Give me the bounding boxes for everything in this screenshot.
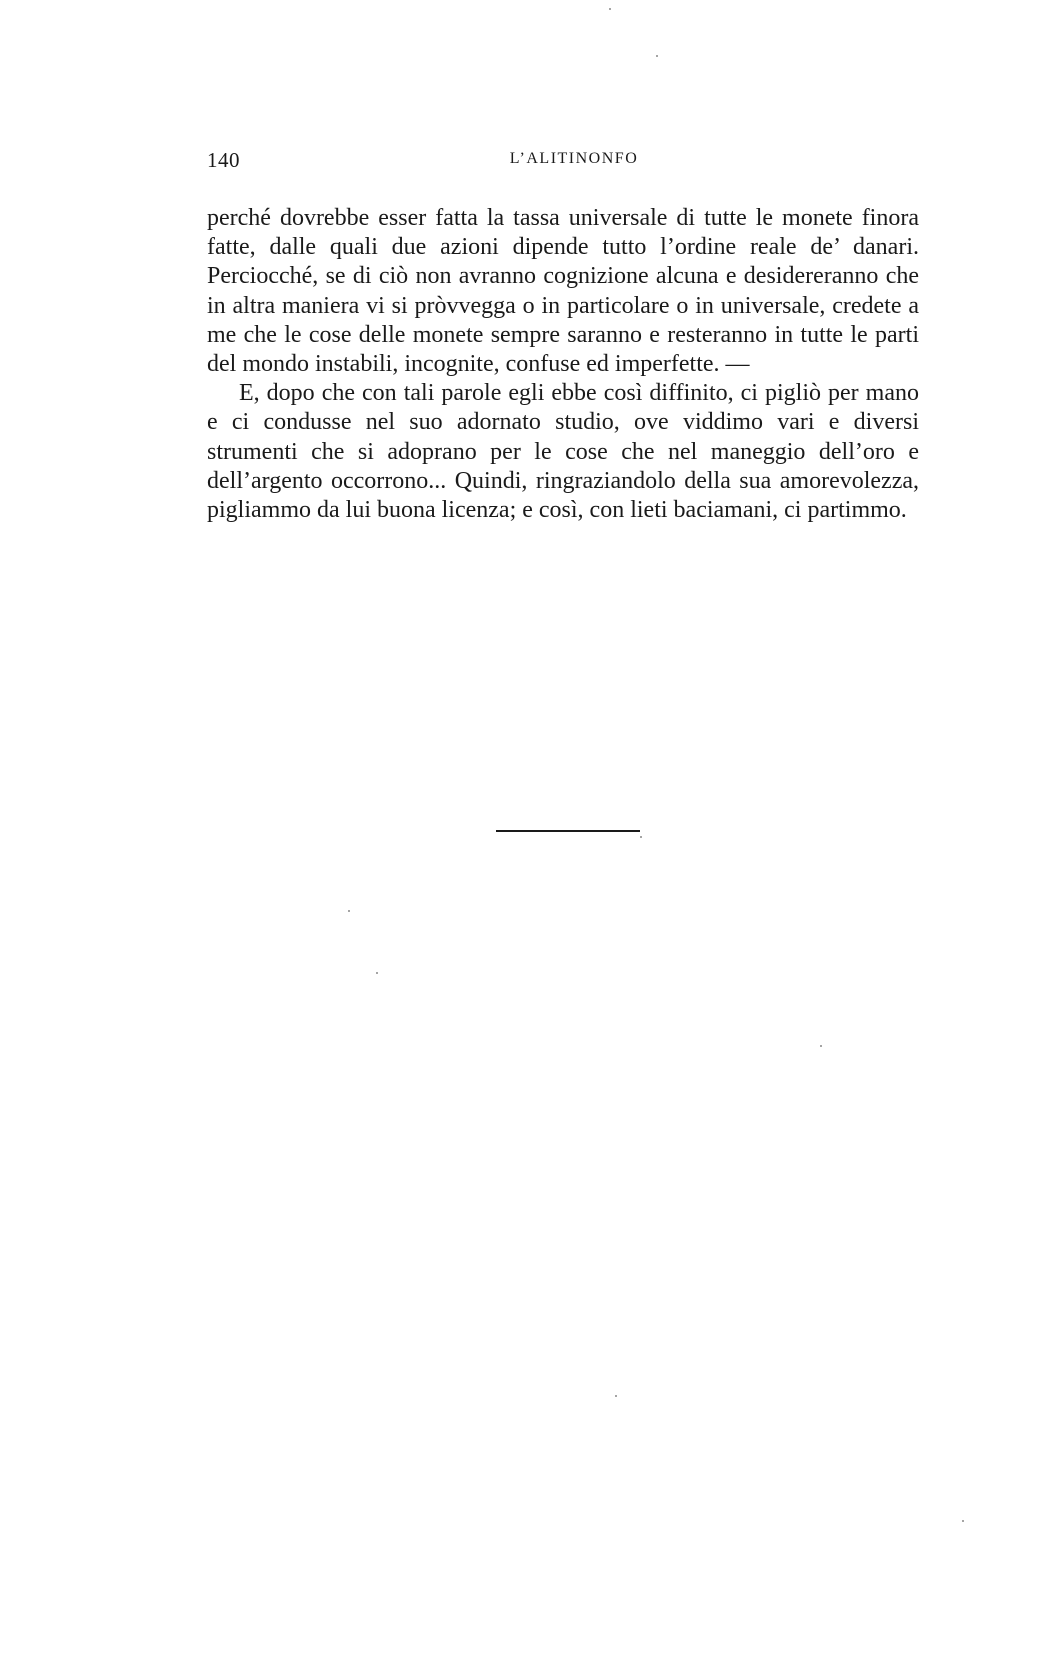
body-text bbox=[207, 204, 919, 525]
scan-speck bbox=[640, 836, 642, 838]
page-number: 140 bbox=[207, 148, 240, 172]
running-head bbox=[207, 148, 919, 174]
paragraph-2: E, dopo che con tali parole egli ebbe così diffinito, ci pigliò per mano e ci condusse nel suo adornato studio, ove viddimo vari e diversi strumenti che si adoprano per le cose che nel maneggio dell’oro e dell’argento occorrono... Quindi, ringraziandolo della sua amorevolezza, pigliammo da lui buona licenza; e così, con lieti baciamani, ci partimmo. bbox=[207, 380, 919, 524]
scan-speck bbox=[615, 1395, 617, 1397]
scan-speck bbox=[609, 8, 611, 10]
scan-speck bbox=[348, 910, 350, 912]
scan-speck bbox=[656, 55, 658, 57]
scan-speck bbox=[962, 1520, 964, 1522]
paragraph-1: perché dovrebbe esser fatta la tassa universale di tutte le monete finora fatte, dalle quali due azioni dipende tutto l’ordine reale de’ danari. Perciocché, se di ciò non avranno cognizione alcuna e desidereranno che in altra maniera vi si pròvvegga o in particolare o in universale, credete a me che le cose delle monete sempre saranno e resteranno in tutte le parti del mondo instabili, incognite, confuse ed imperfette. — bbox=[207, 205, 919, 378]
section-end-rule bbox=[496, 830, 640, 832]
scan-speck bbox=[376, 972, 378, 974]
running-title: L’ALITINONFO bbox=[509, 150, 639, 167]
scan-speck bbox=[820, 1045, 822, 1047]
